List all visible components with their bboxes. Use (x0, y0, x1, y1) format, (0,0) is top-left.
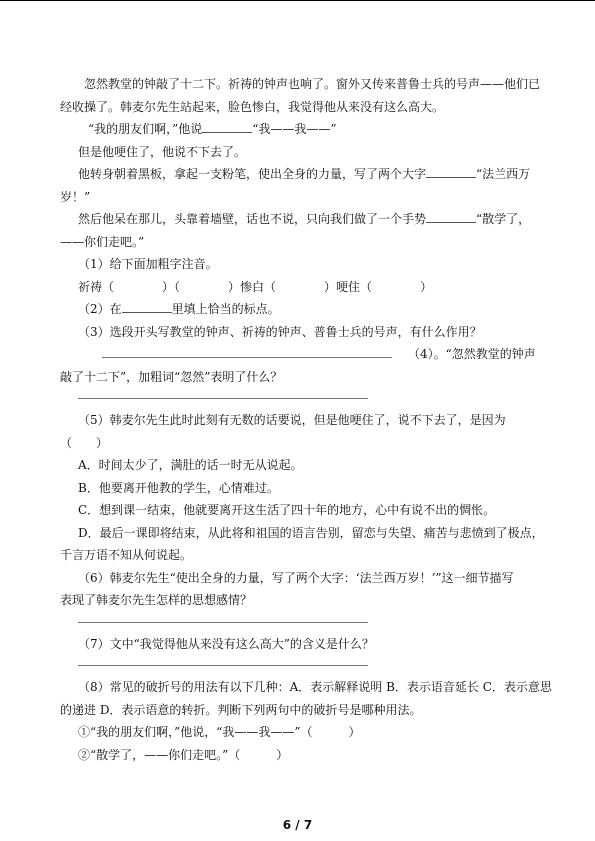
top-rule (0, 0, 595, 1)
question-5: （5）韩麦尔先生此时此刻有无数的话要说，但是他哽住了，说不下去了，是因为 (78, 413, 506, 427)
question-4: （4）。“忽然教堂的钟声 (60, 343, 540, 366)
question-8-item-1: ①“我的朋友们啊，”他说，“我——我——”（ ） (78, 725, 361, 739)
option-a[interactable]: A．时间太少了，满肚的话一时无从说起。 (78, 458, 303, 472)
fill-blank[interactable] (122, 300, 172, 313)
passage-line: 忽然教堂的钟敲了十二下。祈祷的钟声也响了。窗外又传来普鲁士兵的号声——他们已 (84, 77, 541, 91)
question-3: （3）选段开头写教堂的钟声、祈祷的钟声、普鲁士兵的号声，有什么作用？ (78, 324, 482, 339)
option-b[interactable]: B．他要离开他教的学生，心情难过。 (78, 480, 279, 495)
question-8-cont: 的递进 D．表示语意的转折。判断下列两句中的破折号是哪种用法。 (60, 702, 422, 717)
passage-line: 岁！” (60, 189, 91, 204)
question-8-item-2: ②“散学了，——你们走吧。”（ ） (78, 747, 289, 762)
question-8: （8）常见的破折号的用法有以下几种：A．表示解释说明 B．表示语音延长 C．表示意思 (78, 680, 552, 694)
passage-line: 他转身朝着黑板，拿起一支粉笔，使出全身的力量，写了两个大字 “法兰西万 (78, 167, 531, 181)
option-c[interactable]: C．想到课一结束，他就要离开这生活了四十年的地方，心中有说不出的惆怅。 (78, 503, 496, 517)
question-6: （6）韩麦尔先生“使出全身的力量，写了两个大字：‘法兰西万岁！’”这一细节描写 (78, 570, 514, 585)
passage-line: “我的朋友们啊，”他说 “我——我——” (88, 122, 337, 136)
question-4-cont: 敲了十二下”，加粗词“忽然”表明了什么？ (60, 369, 283, 384)
answer-line[interactable] (102, 345, 392, 358)
option-d-cont: 千言万语不知从何说起。 (60, 548, 193, 562)
question-1-words: 祈祷（ ）（ ）惨白（ ）哽住（ ） (78, 279, 433, 294)
question-7: （7）文中“我觉得他从来没有这么高大”的含义是什么？ (78, 636, 374, 651)
answer-line[interactable] (78, 612, 368, 623)
answer-line[interactable] (78, 655, 368, 666)
question-6-cont: 表现了韩麦尔先生怎样的思想感情？ (60, 593, 253, 607)
page-number: 6 / 7 (282, 818, 313, 832)
answer-line[interactable] (78, 388, 368, 399)
passage-line: 经收操了。韩麦尔先生站起来，脸色惨白，我觉得他从来没有这么高大。 (60, 99, 445, 114)
passage-line: ——你们走吧。” (60, 234, 145, 249)
fill-blank[interactable] (426, 210, 476, 223)
question-5-paren: （ ） (60, 435, 109, 450)
passage-line: 但是他哽住了，他说不下去了。 (78, 144, 247, 159)
fill-blank[interactable] (202, 120, 252, 133)
question-1: （1）给下面加粗字注音。 (78, 257, 218, 271)
question-2: （2）在 里填上恰当的标点。 (78, 302, 280, 316)
worksheet-page (60, 73, 552, 766)
fill-blank[interactable] (426, 165, 476, 178)
passage-line: 然后他呆在那儿，头靠着墙壁，话也不说，只向我们做了一个手势 “散学了， (78, 212, 531, 226)
option-d[interactable]: D．最后一课即将结束，从此将和祖国的语言告别，留恋与失望、痛苦与悲愤到了极点， (78, 525, 544, 540)
